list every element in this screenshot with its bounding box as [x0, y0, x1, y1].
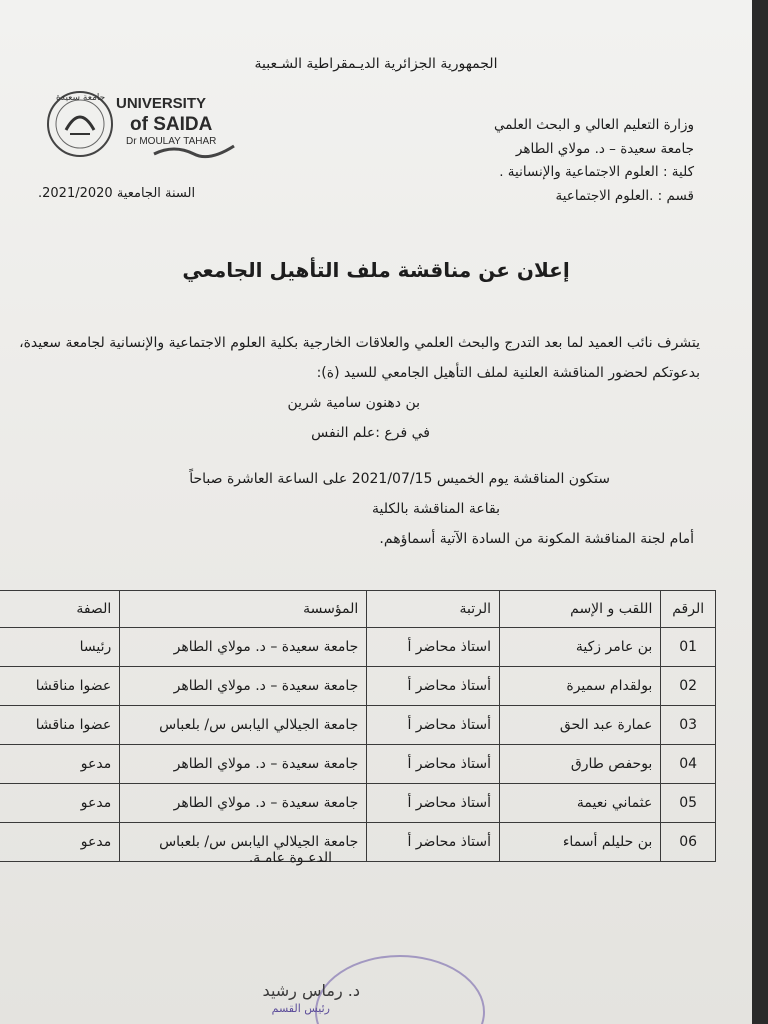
row-rank: أستاذ محاضر أ — [367, 745, 500, 784]
university-logo — [44, 84, 244, 170]
row-number: 03 — [661, 706, 716, 745]
table-header-row — [0, 591, 716, 628]
row-name: عثماني نعيمة — [500, 784, 661, 823]
row-institution: جامعة سعيدة – د. مولاي الطاهر — [120, 628, 367, 667]
committee-intro: أمام لجنة المناقشة المكونة من السادة الآتية أسماؤهم. — [379, 531, 694, 547]
row-rank: أستاذ محاضر أ — [367, 823, 500, 862]
row-number: 04 — [661, 745, 716, 784]
row-name: عمارة عبد الحق — [500, 706, 661, 745]
row-name: بوحفص طارق — [500, 745, 661, 784]
logo-arabic: جامعة سعيدة — [56, 93, 106, 103]
candidate-name: بن دهنون سامية شرين — [287, 395, 420, 411]
row-rank: استاذ محاضر أ — [367, 628, 500, 667]
row-role: عضوا مناقشا — [0, 667, 120, 706]
announcement-body — [0, 328, 700, 554]
public-notice: الدعـوة عامـة. — [248, 850, 332, 866]
table-row — [0, 784, 716, 823]
row-rank: أستاذ محاضر أ — [367, 667, 500, 706]
department-name: قسم : .العلوم الاجتماعية — [555, 187, 694, 204]
academic-year: السنة الجامعية 2021/2020. — [38, 186, 196, 201]
header-name: اللقب و الإسم — [500, 591, 661, 628]
logo-line2: of SAIDA — [130, 114, 213, 135]
row-institution: جامعة الجيلالي اليابس س/ بلعباس — [120, 706, 367, 745]
announcement-title: إعلان عن مناقشة ملف التأهيل الجامعي — [182, 258, 570, 282]
header-institution: المؤسسة — [120, 591, 367, 628]
row-institution: جامعة سعيدة – د. مولاي الطاهر — [120, 667, 367, 706]
table-row — [0, 823, 716, 862]
table-row — [0, 745, 716, 784]
table-row — [0, 628, 716, 667]
stamp-role: رئيس القسم — [271, 1002, 330, 1015]
committee-table — [0, 590, 716, 862]
row-institution: جامعة سعيدة – د. مولاي الطاهر — [120, 784, 367, 823]
row-name: بن عامر زكية — [500, 628, 661, 667]
faculty-name: كلية : العلوم الاجتماعية والإنسانية . — [499, 164, 694, 180]
table-row — [0, 706, 716, 745]
header-rank: الرتبة — [367, 591, 500, 628]
stamp-signature: د. رماس رشيد — [262, 981, 360, 1000]
location-line: بقاعة المناقشة بالكلية — [372, 501, 500, 517]
row-institution: جامعة سعيدة – د. مولاي الطاهر — [120, 745, 367, 784]
row-name: بن حليلم أسماء — [500, 823, 661, 862]
row-number: 05 — [661, 784, 716, 823]
row-number: 06 — [661, 823, 716, 862]
row-role: رئيسا — [0, 628, 120, 667]
header-number: الرقم — [661, 591, 716, 628]
ministry-name: وزارة التعليم العالي و البحث العلمي — [493, 117, 694, 133]
branch-line: في فرع :علم النفس — [311, 425, 430, 441]
university-name: جامعة سعيدة – د. مولاي الطاهر — [515, 140, 694, 157]
logo-line3: Dr MOULAY TAHAR — [126, 136, 217, 147]
date-line: ستكون المناقشة يوم الخميس 2021/07/15 على الساعة العاشرة صباحاً — [189, 471, 610, 487]
table-row — [0, 667, 716, 706]
republic-heading: الجمهورية الجزائرية الديـمقراطية الشـعبية — [254, 56, 498, 72]
row-rank: أستاذ محاضر أ — [367, 706, 500, 745]
intro-paragraph: يتشرف نائب العميد لما بعد التدرج والبحث العلمي والعلاقات الخارجية بكلية العلوم الاجتماعية والإنسانية لجامعة سعيدة، بدعوتكم لحضور المناقشة العلنية لملف التأهيل الجامعي للسيد (ة): — [19, 335, 700, 381]
header-role: الصفة — [0, 591, 120, 628]
logo-line1: UNIVERSITY — [116, 95, 207, 112]
row-role: مدعو — [0, 823, 120, 862]
row-number: 02 — [661, 667, 716, 706]
department-stamp — [262, 942, 490, 1024]
row-name: بولقدام سميرة — [500, 667, 661, 706]
row-role: مدعو — [0, 784, 120, 823]
row-role: عضوا مناقشا — [0, 706, 120, 745]
row-institution: جامعة الجيلالي اليابس س/ بلعباس — [120, 823, 367, 862]
row-role: مدعو — [0, 745, 120, 784]
row-rank: أستاذ محاضر أ — [367, 784, 500, 823]
ministry-block — [494, 114, 694, 208]
row-number: 01 — [661, 628, 716, 667]
